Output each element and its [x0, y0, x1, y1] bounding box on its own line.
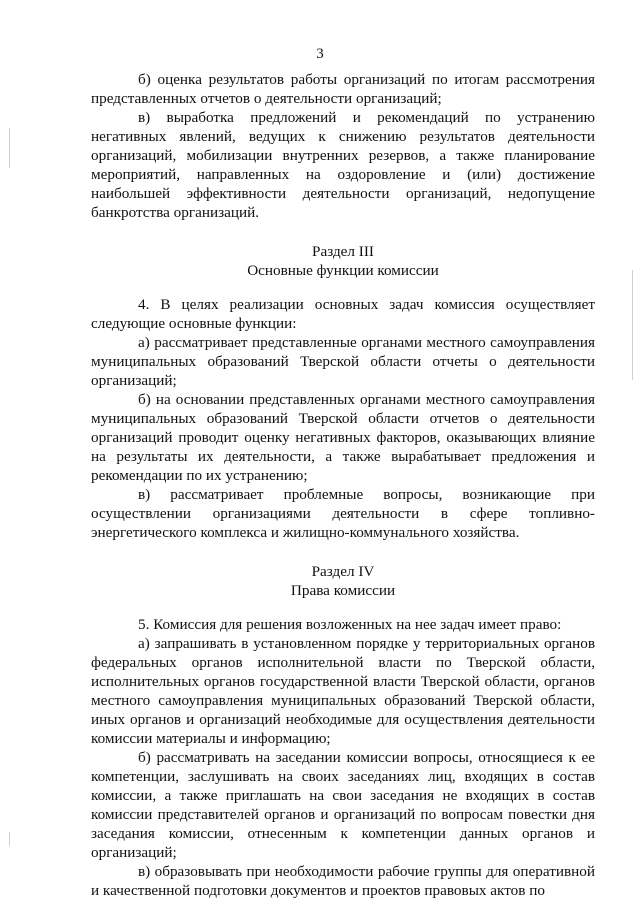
paragraph-item-v: в) выработка предложений и рекомендаций по устранению негативных явлений, ведущих к снижению результатов деятельности организаций, мобилизации внутренних резервов, а также планирование мероприятий, направленных на оздоровление и (или) достижение наибольшей эффективности деятельности организаций, недопущение банкротства организаций. — [91, 109, 595, 221]
section-3-paragraph: в) рассматривает проблемные вопросы, возникающие при осуществлении организациями деятельности в сфере топливно-энергетического комплекса и жилищно-коммунального хозяйства. — [91, 486, 595, 541]
section-3-number: Раздел III — [312, 243, 374, 260]
scan-artifact-left — [9, 128, 10, 168]
document-body — [91, 70, 595, 900]
scan-artifact-left-lower — [9, 832, 10, 846]
section-4-number: Раздел IV — [311, 563, 375, 580]
page-number: 3 — [316, 46, 324, 62]
section-4-paragraph: в) образовывать при необходимости рабочие группы для оперативной и качественной подготовки документов и проектов правовых актов по — [91, 863, 595, 899]
section-3-paragraph: б) на основании представленных органами местного самоуправления муниципальных образований Тверской области отчетов о деятельности организаций проводит оценку негативных факторов, оказывающих влияние на результаты их деятельности, а также вырабатывает предложения и рекомендации по их устранению; — [91, 391, 595, 484]
section-3-paragraph: а) рассматривает представленные органами местного самоуправления муниципальных образований Тверской области отчеты о деятельности организаций; — [91, 334, 595, 389]
section-4-title: Права комиссии — [290, 582, 396, 599]
section-4-paragraph: а) запрашивать в установленном порядке у территориальных органов федеральных органов исполнительной власти по Тверской области, исполнительных органов государственной власти Тверской области, органов местного самоуправления муниципальных образований Тверской области, иных органов и организаций необходимые для осуществления деятельности комиссии материалы и информацию; — [91, 635, 595, 747]
section-3-title: Основные функции комиссии — [247, 262, 439, 279]
section-4-paragraph: б) рассматривать на заседании комиссии вопросы, относящиеся к ее компетенции, заслушивать на своих заседаниях лиц, входящих в состав комиссии, а также приглашать на свои заседания не входящих в состав комиссии представителей органов и организаций по вопросам повестки дня заседания комиссии, отнесенным к компетенции данных органов и организаций; — [91, 749, 595, 861]
section-4-paragraph: 5. Комиссия для решения возложенных на нее задач имеет право: — [138, 616, 562, 633]
scan-artifact-right — [632, 270, 633, 380]
section-3-paragraph: 4. В целях реализации основных задач комиссия осуществляет следующие основные функции: — [91, 296, 595, 332]
paragraph-item-b: б) оценка результатов работы организаций по итогам рассмотрения представленных отчетов о деятельности организаций; — [91, 71, 595, 107]
